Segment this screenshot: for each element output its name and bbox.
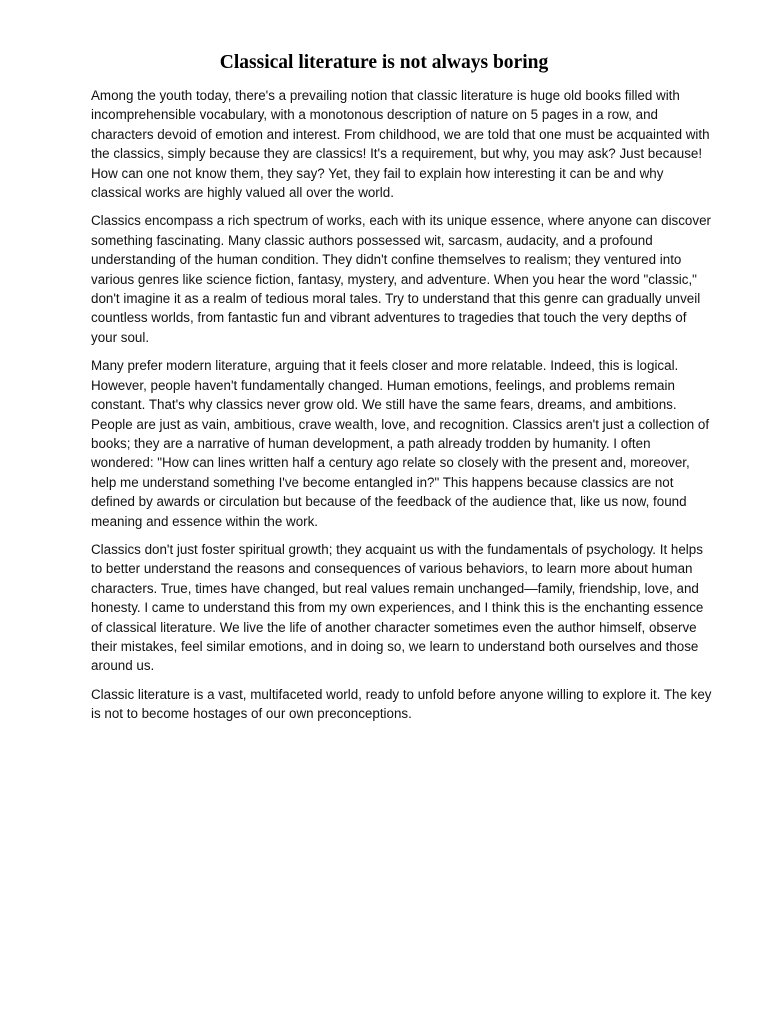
paragraph-5: Classic literature is a vast, multifaceted world, ready to unfold before anyone willing to explore it. The key is not to become hostages of our own preconceptions. bbox=[91, 686, 712, 722]
document-body bbox=[91, 86, 715, 733]
paragraph-2: Classics encompass a rich spectrum of works, each with its unique essence, where anyone can discover something fascinating. Many classic authors possessed wit, sarcasm, audacity, and a profound understanding of the human condition. They didn't confine themselves to realism; they ventured into various genres like science fiction, fantasy, mystery, and adventure. When you hear the word "classic," don't imagine it as a realm of tedious moral tales. Try to understand that this genre can gradually unveil countless worlds, from fantastic fun and vibrant adventures to tragedies that touch the very depths of your soul. bbox=[91, 213, 711, 345]
paragraph-4: Classics don't just foster spiritual growth; they acquaint us with the fundamentals of psychology. It helps to better understand the reasons and consequences of various behaviors, to learn more about human characters. True, times have changed, but real values remain unchanged—family, friendship, love, and honesty. I came to understand this from my own experiences, and I think this is the enchanting essence of classical literature. We live the life of another character sometimes even the author himself, observe their mistakes, feel similar emotions, and in doing so, we learn to understand both ourselves and those around us. bbox=[91, 541, 704, 674]
paragraph-1: Among the youth today, there's a prevailing notion that classic literature is huge old books filled with incomprehensible vocabulary, with a monotonous description of nature on 5 pages in a row, and characters devoid of emotion and interest. From childhood, we are told that one must be acquainted with the classics, simply because they are classics! It's a requirement, but why, you may ask? Just because! How can one not know them, they say? Yet, they fail to explain how interesting it can be and why classical works are highly valued all over the world. bbox=[91, 88, 710, 201]
document-title: Classical literature is not always boring bbox=[219, 52, 549, 73]
paragraph-3: Many prefer modern literature, arguing that it feels closer and more relatable. Indeed, this is logical. However, people haven't fundamentally changed. Human emotions, feelings, and problems remain constant. That's why classics never grow old. We still have the same fears, dreams, and ambitions. People are just as vain, ambitious, crave wealth, love, and recognition. Classics aren't just a collection of books; they are a narrative of human development, a path already trodden by humanity. I often wondered: "How can lines written half a century ago relate so closely with the present and, moreover, help me understand something I've become entangled in?" This happens because classics are not defined by awards or circulation but because of the feedback of the audience that, like us now, found meaning and essence within the work. bbox=[91, 358, 710, 529]
